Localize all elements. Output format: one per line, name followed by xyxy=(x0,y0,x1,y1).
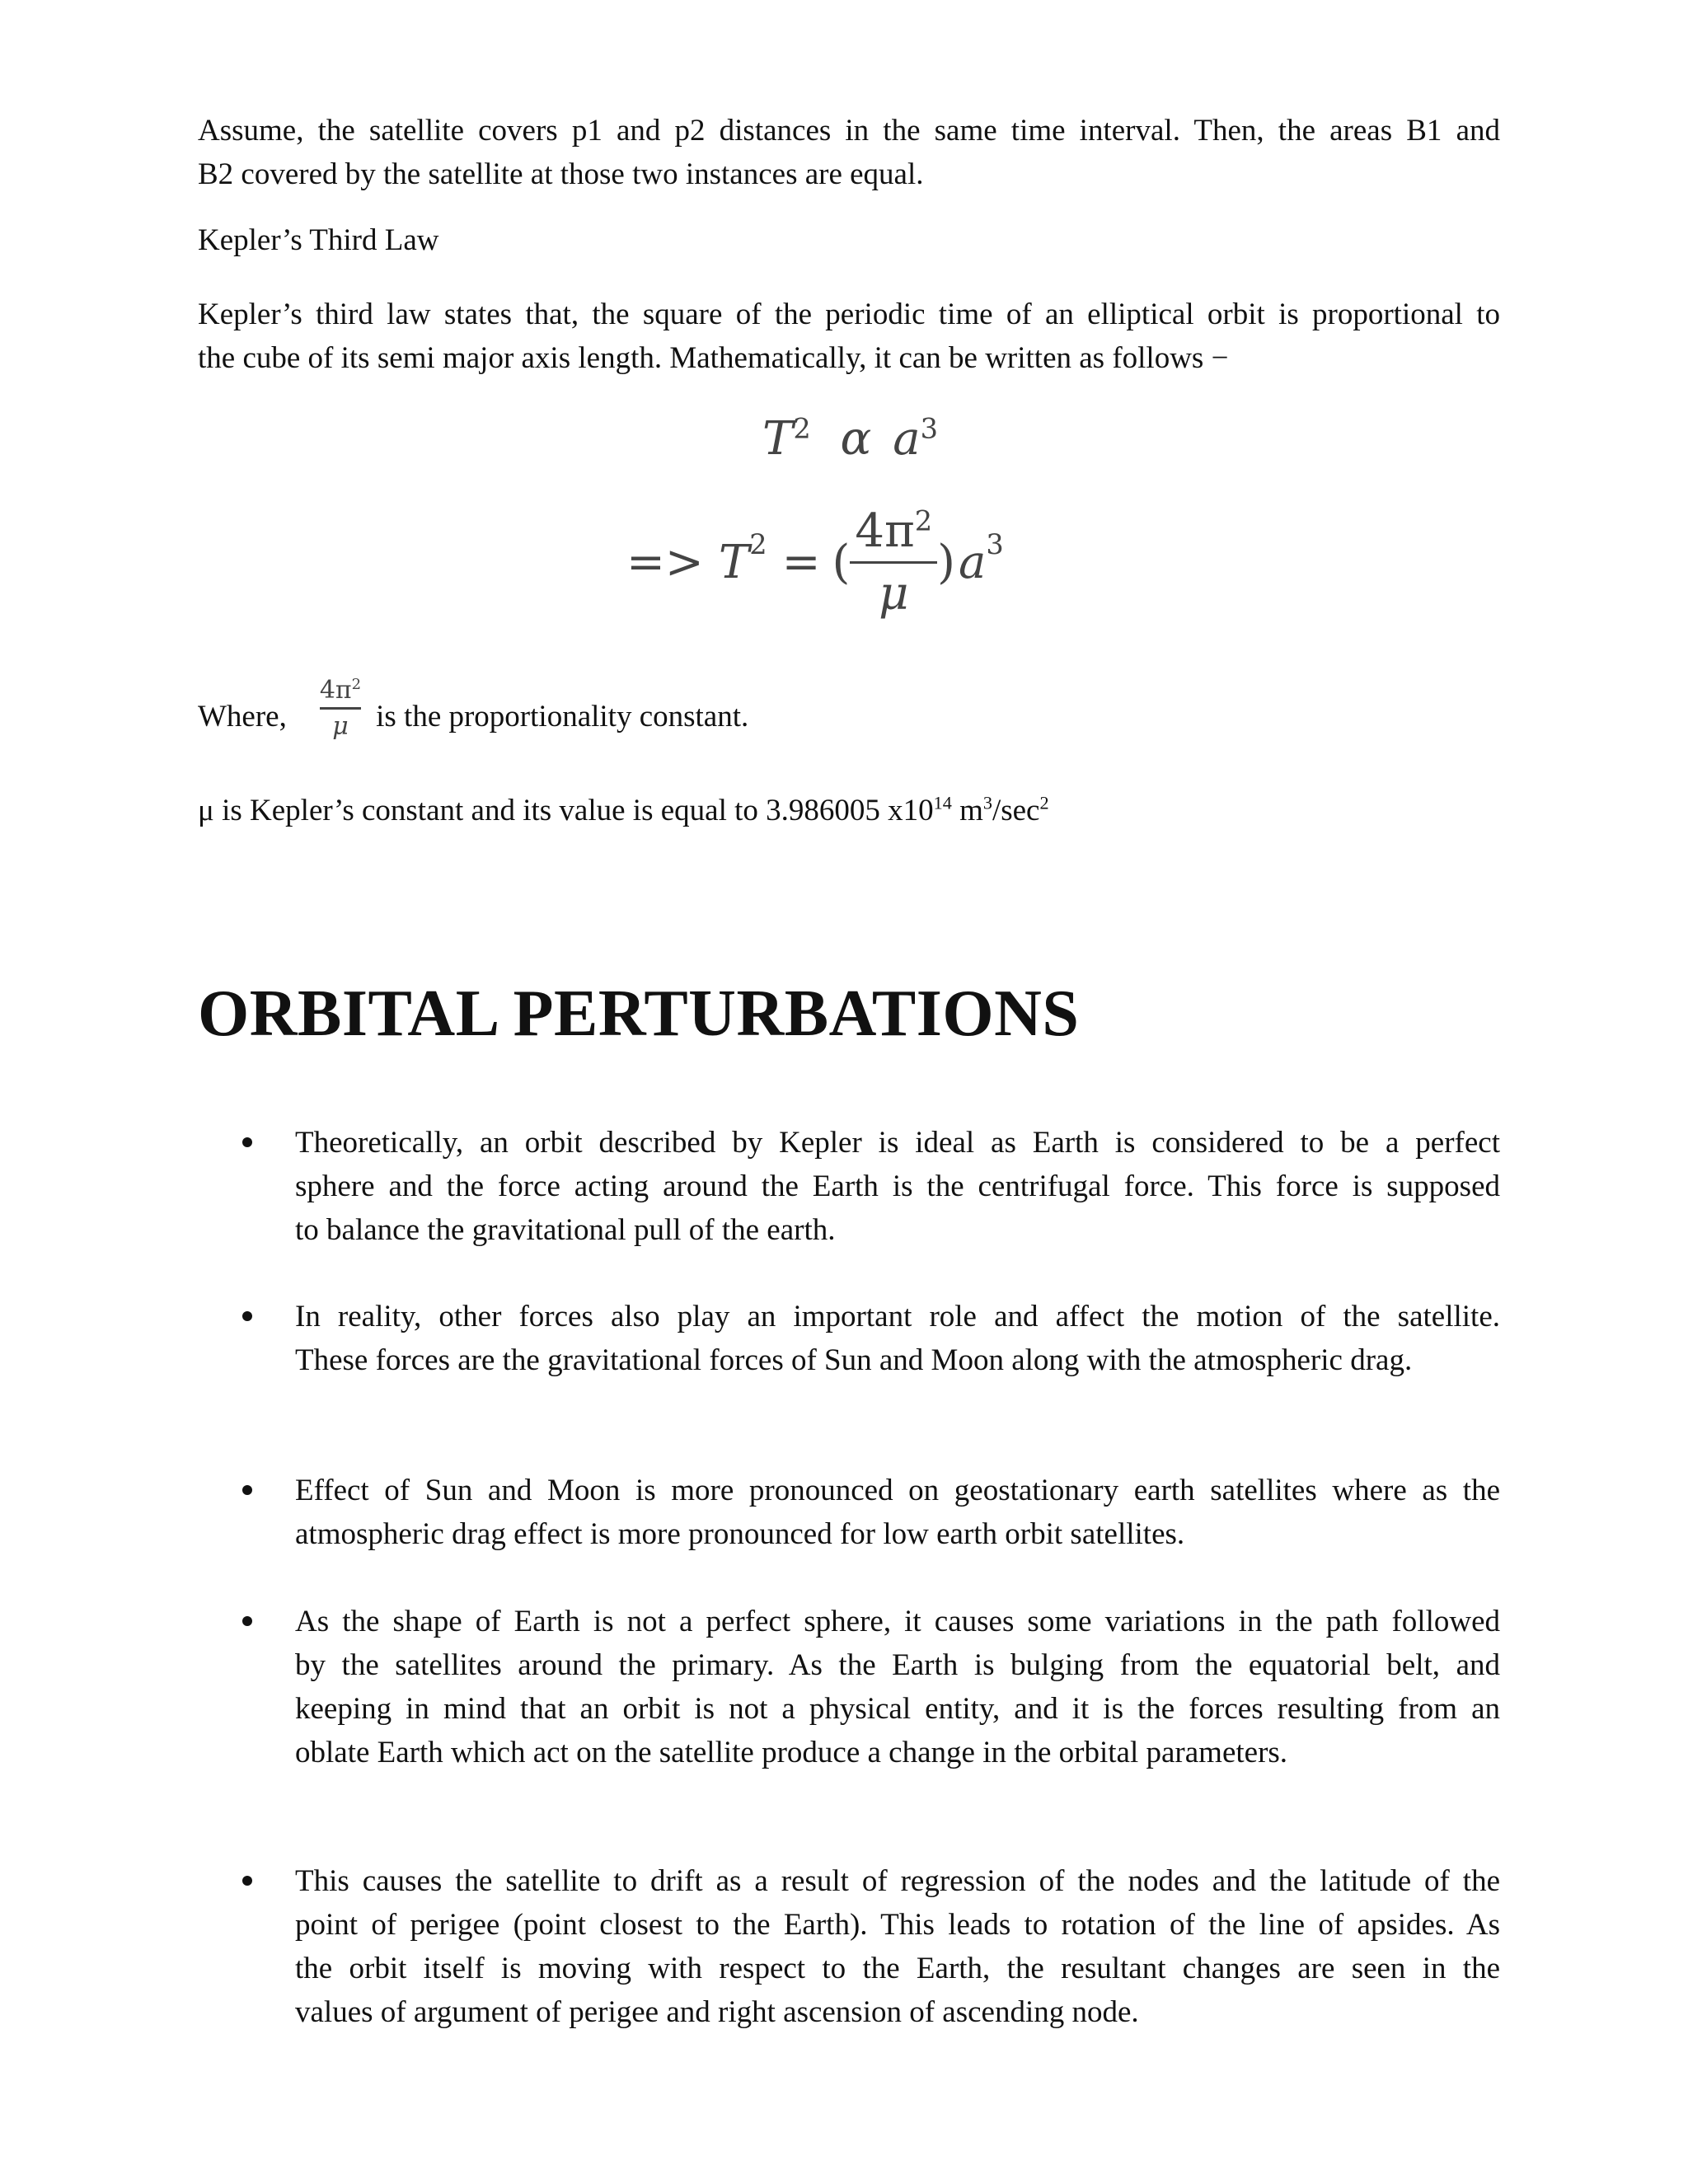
bullet-icon xyxy=(242,1876,252,1886)
fraction-bar xyxy=(850,561,937,564)
formula1-a-exp: 3 xyxy=(920,412,938,445)
bullet-icon xyxy=(242,1137,252,1147)
formula-kepler-third: => T $^2$ = ( $\frac{4\pi^2}{\mu}$ ) a $^3$ xyxy=(626,504,1004,621)
formula-proportionality xyxy=(762,412,938,466)
bullet-line: Theoretically, an orbit described by Kepler is ideal as Earth is considered to be a perfect xyxy=(295,1126,1500,1160)
intro-paragraph xyxy=(198,109,1500,196)
formula2-open-paren: ( xyxy=(832,536,851,589)
bullet-line: These forces are the gravitational forces of Sun and Moon along with the atmospheric drag. xyxy=(295,1343,1413,1377)
bullet-line: keeping in mind that an orbit is not a physical entity, and it is the forces resulting from an xyxy=(295,1692,1500,1726)
formula1-a: a xyxy=(893,412,921,466)
where-fraction xyxy=(320,676,361,741)
bullet-line: Effect of Sun and Moon is more pronounced on geostationary earth satellites where as the xyxy=(295,1474,1500,1507)
mu-exp-2: 2 xyxy=(1039,792,1049,813)
bullet-line: point of perigee (point closest to the Earth). This leads to rotation of the line of apsides. As xyxy=(295,1908,1500,1942)
mu-unit-m: m xyxy=(951,794,983,827)
intro-line-1: Assume, the satellite covers p1 and p2 distances in the same time interval. Then, the areas B1 and xyxy=(198,114,1500,148)
bullet-line: values of argument of perigee and right ascension of ascending node. xyxy=(295,1995,1139,2029)
bullet-text xyxy=(295,1859,1500,2034)
formula2-fraction xyxy=(850,504,937,621)
bullet-line: the orbit itself is moving with respect to the Earth, the resultant changes are seen in the xyxy=(295,1952,1500,1985)
mu-text: μ is Kepler’s constant and its value is equal to 3.986005 x10 xyxy=(198,794,934,827)
formula2-a: a xyxy=(959,536,987,589)
where-label: Where, xyxy=(198,700,287,733)
bullet-line: sphere and the force acting around the Earth is the centrifugal force. This force is supposed xyxy=(295,1169,1500,1203)
kepler-constant-line xyxy=(198,793,1049,828)
bullet-line: atmospheric drag effect is more pronounced for low earth orbit satellites. xyxy=(295,1517,1185,1551)
kepler-line-1: Kepler’s third law states that, the square of the periodic time of an elliptical orbit is proportional to xyxy=(198,298,1500,331)
bullet-text xyxy=(295,1469,1500,1556)
where-frac-num: 4π xyxy=(319,676,352,705)
formula1-T-exp: 2 xyxy=(793,412,811,445)
bullet-icon xyxy=(242,1311,252,1321)
formula2-numerator: 4π xyxy=(855,504,915,558)
formula2-numerator-exp: 2 xyxy=(914,504,933,537)
mu-unit-sec: /sec xyxy=(992,794,1040,827)
bullet-line: This causes the satellite to drift as a result of regression of the nodes and the latitude of the xyxy=(295,1864,1500,1898)
section-title: ORBITAL PERTURBATIONS xyxy=(198,977,1080,1050)
bullet-text xyxy=(295,1295,1500,1382)
bullet-icon xyxy=(242,1485,252,1495)
kepler-line-2: the cube of its semi major axis length. Mathematically, it can be written as follows − xyxy=(198,341,1229,375)
formula2-close-paren: ) xyxy=(937,536,956,589)
bullet-line: oblate Earth which act on the satellite produce a change in the orbital parameters. xyxy=(295,1736,1288,1769)
bullet-icon xyxy=(242,1616,252,1626)
bullet-line: by the satellites around the primary. As the Earth is bulging from the equatorial belt, and xyxy=(295,1648,1500,1682)
formula2-T: T xyxy=(718,536,750,589)
bullet-text xyxy=(295,1121,1500,1252)
bullet-line: As the shape of Earth is not a perfect sphere, it causes some variations in the path followed xyxy=(295,1605,1500,1638)
formula1-T: T xyxy=(762,412,794,466)
formula2-arrow: => xyxy=(626,536,704,589)
mu-exp-3: 3 xyxy=(982,792,992,813)
formula1-alpha: α xyxy=(840,412,872,466)
bullet-text xyxy=(295,1600,1500,1774)
bullet-line: In reality, other forces also play an important role and affect the motion of the satellite. xyxy=(295,1300,1500,1333)
bullet-line: to balance the gravitational pull of the earth. xyxy=(295,1213,836,1247)
where-frac-den: μ xyxy=(332,712,349,741)
formula2-equals: = xyxy=(781,536,821,589)
mu-exp-14: 14 xyxy=(933,792,952,813)
where-line xyxy=(198,676,748,741)
kepler-third-law-paragraph xyxy=(198,293,1500,380)
where-frac-num-exp: 2 xyxy=(351,676,362,693)
where-fraction-bar xyxy=(320,707,361,710)
intro-line-2: B2 covered by the satellite at those two instances are equal. xyxy=(198,157,924,191)
formula2-denominator: μ xyxy=(879,567,909,621)
where-text: is the proportionality constant. xyxy=(376,700,749,733)
kepler-third-law-heading: Kepler’s Third Law xyxy=(198,223,439,257)
